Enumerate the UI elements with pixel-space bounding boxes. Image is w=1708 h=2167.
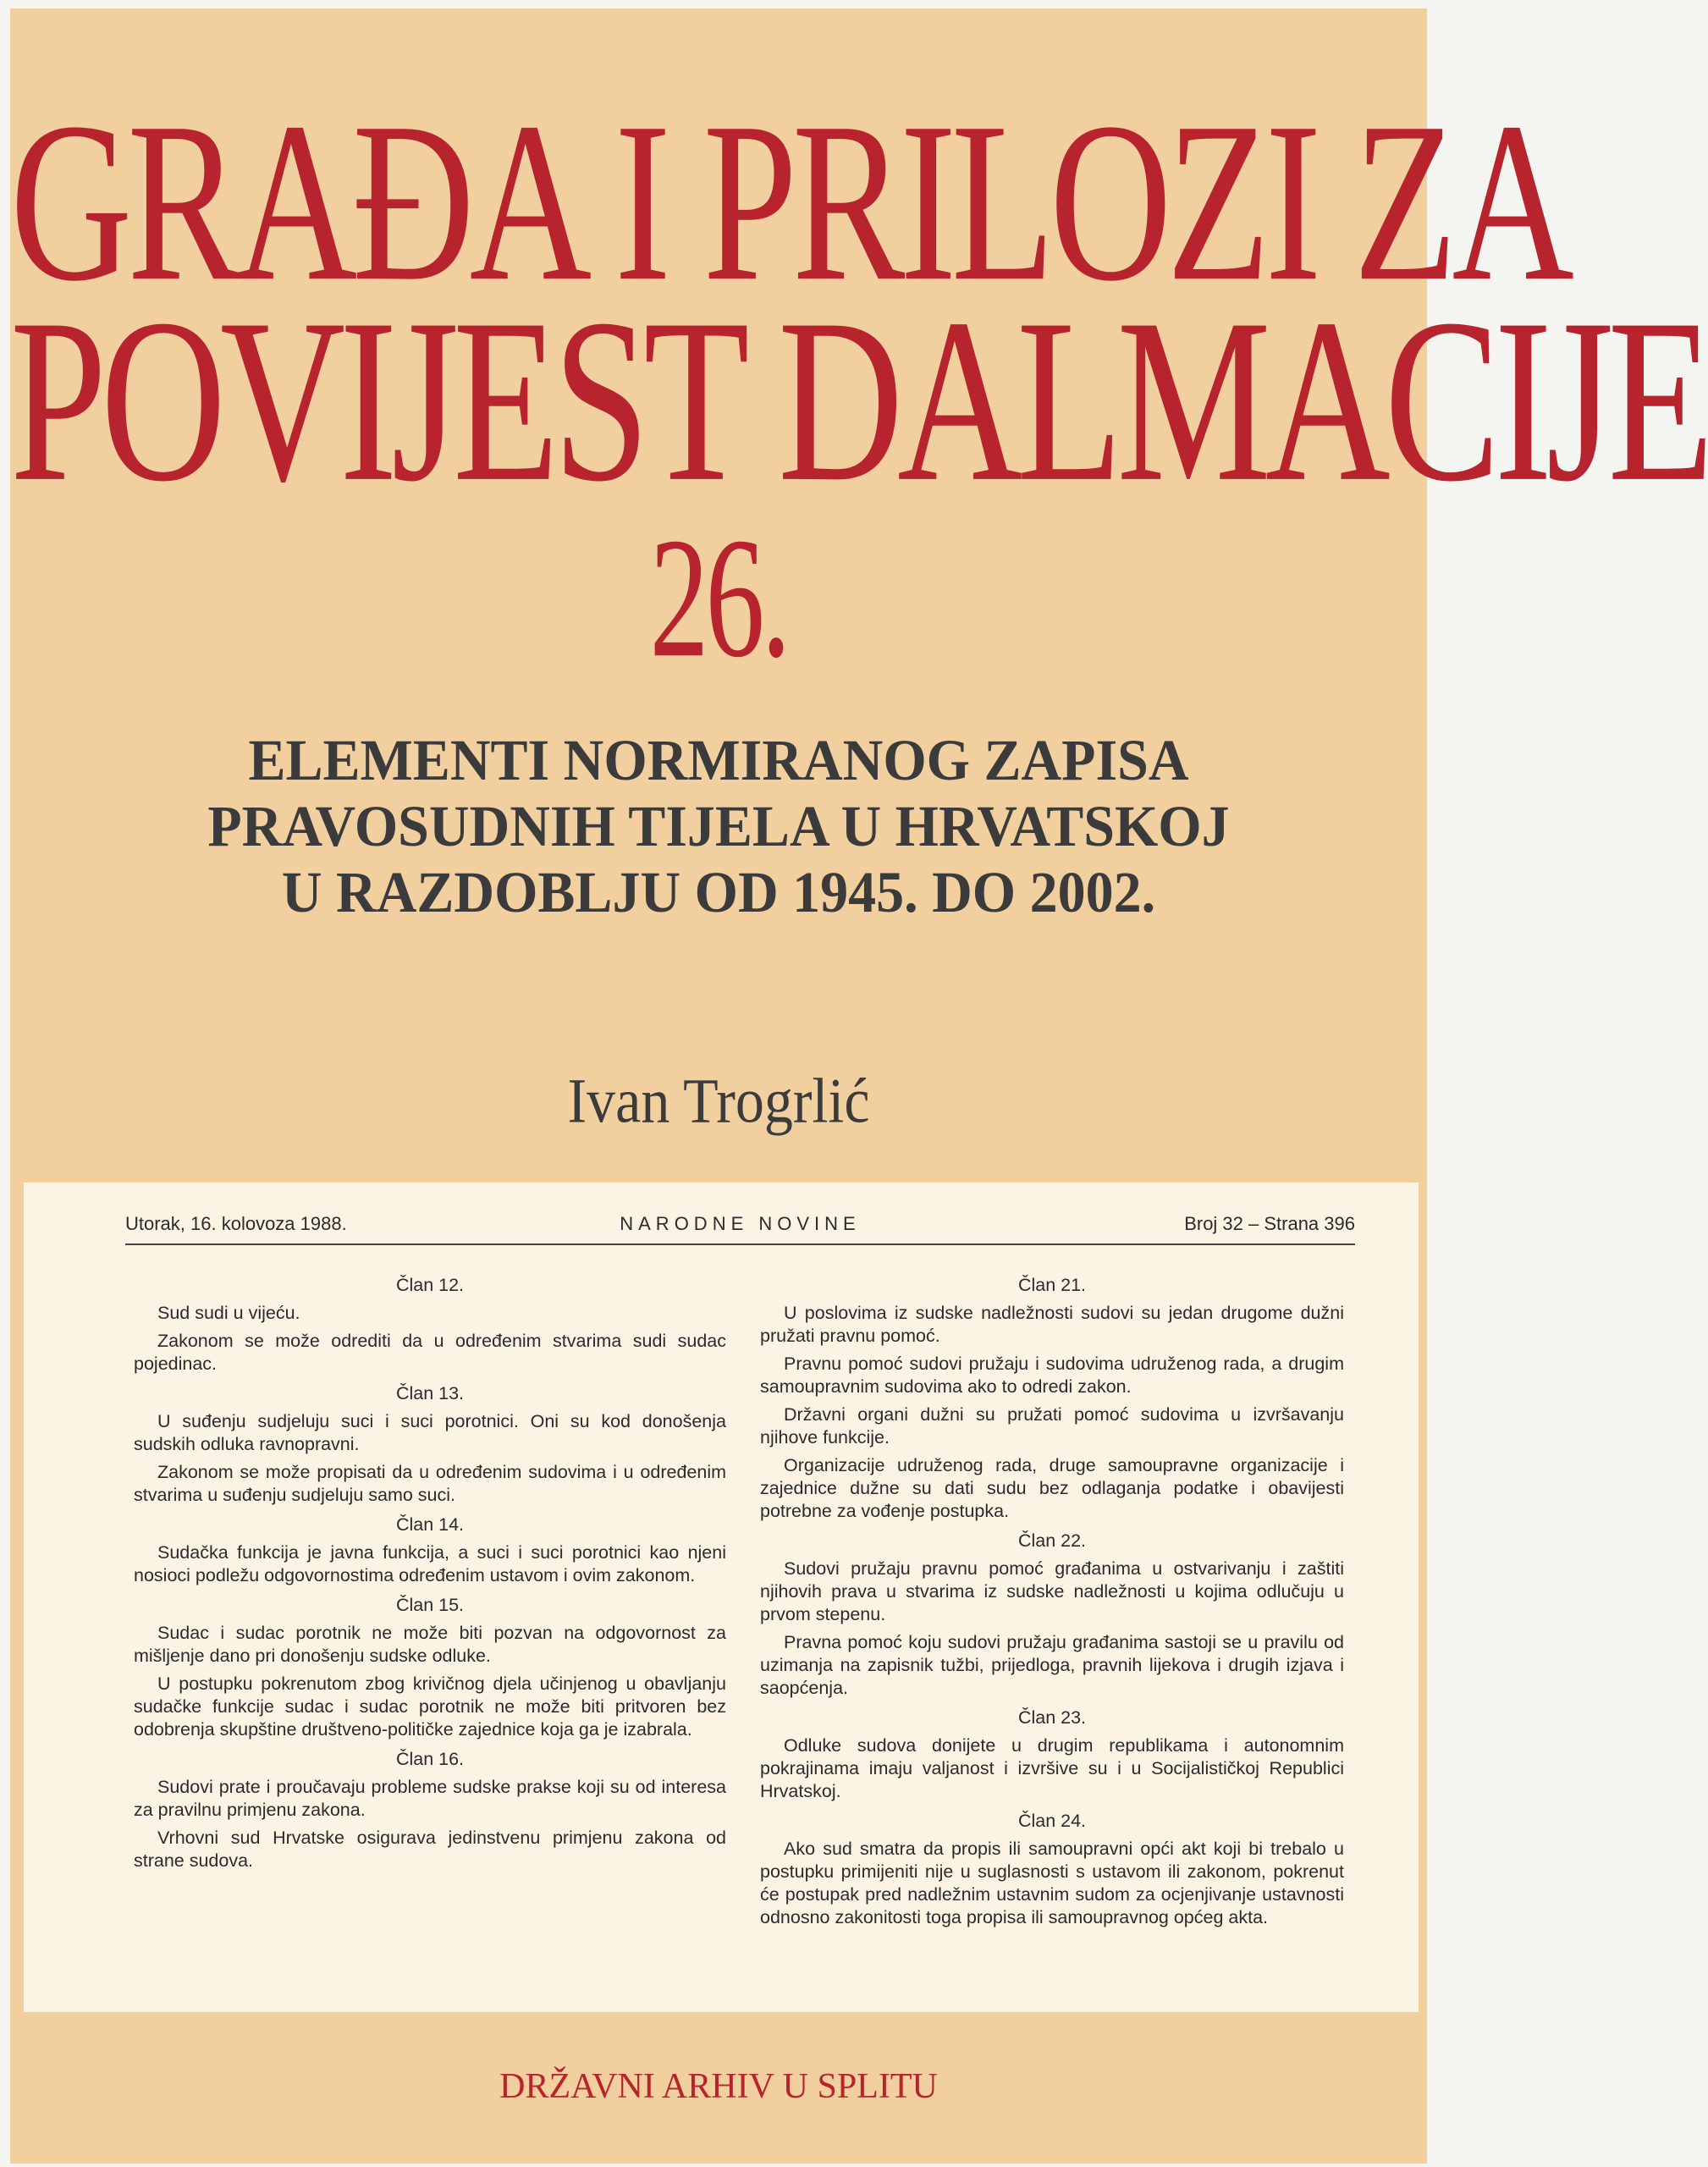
book-subtitle bbox=[10, 728, 1427, 926]
article-heading: Član 16. bbox=[395, 1749, 465, 1769]
article-heading: Član 23. bbox=[1017, 1707, 1087, 1728]
article-heading: Član 14. bbox=[395, 1514, 465, 1535]
article-paragraph: Ako sud smatra da propis ili samoupravni opći akt koji bi trebalo u postupku primijeniti nije u suglasnosti s ustavom ili zakonom, pokrenut će postupak pred nadležnim ustavnim sudom za ocjenjivanje ustavnosti odnosno zakonitosti toga propisa ili samoupravnog općeg akta. bbox=[760, 1839, 1344, 1927]
subtitle-line-2: PRAVOSUDNIH TIJELA U HRVATSKOJ bbox=[207, 794, 1230, 859]
article-paragraph: Vrhovni sud Hrvatske osigurava jedinstvenu primjenu zakona od strane sudova. bbox=[134, 1828, 726, 1871]
article-heading: Član 15. bbox=[395, 1595, 465, 1615]
article-paragraph: Sudačka funkcija je javna funkcija, a suci i suci porotnici kao njeni nosioci podležu odgovornostima određenim ustavom i ovim zakonom. bbox=[134, 1542, 726, 1585]
article-heading: Član 21. bbox=[1017, 1275, 1087, 1295]
article-paragraph: Sudovi pružaju pravnu pomoć građanima u ostvarivanju i zaštiti njihovih prava u stvarima iz sudske nadležnosti u kojima odlučuju u prvom stepenu. bbox=[760, 1558, 1344, 1624]
article-paragraph: U poslovima iz sudske nadležnosti sudovi su jedan drugome dužni pružati pravnu pomoć. bbox=[760, 1303, 1344, 1346]
newspaper-header bbox=[125, 1210, 1355, 1245]
author-name: Ivan Trogrlić bbox=[567, 1065, 870, 1136]
newspaper-right-column bbox=[760, 1267, 1344, 1934]
series-title-line-2: POVIJEST DALMACIJE bbox=[10, 271, 1708, 531]
subtitle-line-3: U RAZDOBLJU OD 1945. DO 2002. bbox=[281, 860, 1156, 925]
newspaper-date: Utorak, 16. kolovoza 1988. bbox=[125, 1213, 347, 1234]
article-paragraph: Državni organi dužni su pružati pomoć sudovima u izvršavanju njihove funkcije. bbox=[760, 1404, 1344, 1447]
newspaper-title: NARODNE NOVINE bbox=[620, 1213, 861, 1234]
volume-number: 26. bbox=[649, 503, 788, 694]
newspaper-clipping bbox=[24, 1183, 1419, 2012]
article-paragraph: Zakonom se može odrediti da u određenim stvarima sudi sudac pojedinac. bbox=[134, 1331, 726, 1374]
article-heading: Član 13. bbox=[395, 1383, 465, 1403]
newspaper-issue-page: Broj 32 – Strana 396 bbox=[1184, 1213, 1355, 1234]
article-paragraph: Sud sudi u vijeću. bbox=[157, 1303, 300, 1323]
article-heading: Član 22. bbox=[1017, 1530, 1087, 1551]
article-paragraph: Sudovi prate i proučavaju probleme sudske prakse koji su od interesa za pravilnu primjenu zakona. bbox=[134, 1777, 726, 1820]
article-paragraph: U suđenju sudjeluju suci i suci porotnici. Oni su kod donošenja sudskih odluka ravnopravni. bbox=[134, 1411, 726, 1454]
subtitle-line-1: ELEMENTI NORMIRANOG ZAPISA bbox=[248, 728, 1189, 793]
series-title-line-1: GRAĐA I PRILOZI ZA bbox=[10, 76, 1569, 329]
article-heading: Član 12. bbox=[395, 1275, 465, 1295]
publisher-name: DRŽAVNI ARHIV U SPLITU bbox=[499, 2067, 938, 2106]
article-paragraph: Odluke sudova donijete u drugim republikama i autonomnim pokrajinama imaju valjanost i izvršive su i u Socijalističkoj Republici Hrvatskoj. bbox=[760, 1735, 1344, 1801]
article-paragraph: U postupku pokrenutom zbog krivičnog djela učinjenog u obavljanju sudačke funkcije sudac i sudac porotnik ne može biti pritvoren bez odobrenja skupštine društveno-političke zajednice koja ga je izabrala. bbox=[134, 1673, 726, 1740]
article-paragraph: Zakonom se može propisati da u određenim sudovima i u određenim stvarima u suđenju sudjeluju samo suci. bbox=[134, 1462, 726, 1505]
article-paragraph: Pravnu pomoć sudovi pružaju i sudovima udruženog rada, a drugim samoupravnim sudovima ako to odredi zakon. bbox=[760, 1354, 1344, 1397]
article-heading: Član 24. bbox=[1017, 1811, 1087, 1831]
article-paragraph: Sudac i sudac porotnik ne može biti pozvan na odgovornost za mišljenje dano pri donošenju sudske odluke. bbox=[134, 1623, 726, 1666]
article-paragraph: Organizacije udruženog rada, druge samoupravne organizacije i zajednice dužne su dati sudu bez odlaganja podatke i obavijesti potrebne za vođenje postupka. bbox=[760, 1455, 1344, 1521]
newspaper-left-column bbox=[134, 1267, 726, 1878]
article-paragraph: Pravna pomoć koju sudovi pružaju građanima sastoji se u pravilu od uzimanja na zapisnik tužbi, prijedloga, pravnih lijekova i drugih izjava i saopćenja. bbox=[760, 1632, 1344, 1698]
